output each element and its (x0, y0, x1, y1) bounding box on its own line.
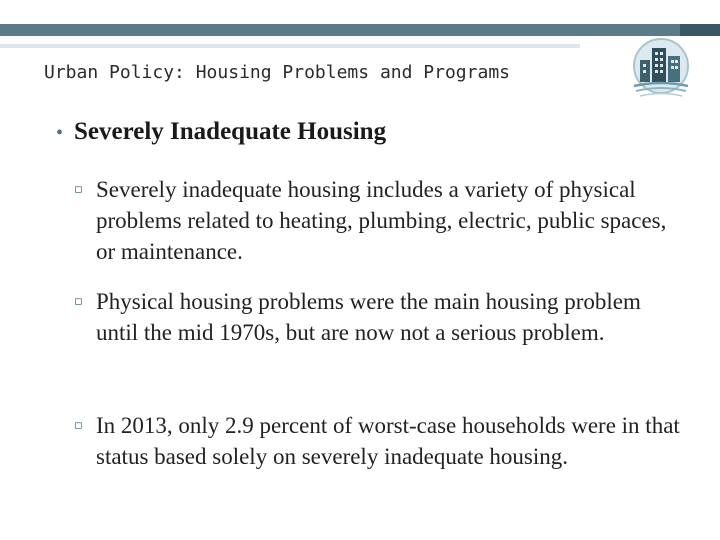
header-divider (0, 44, 580, 48)
sub-bullet-text: Physical housing problems were the main housing problem until the mid 1970s, but are now not a serious problem. (96, 289, 641, 345)
slide-header-title: Urban Policy: Housing Problems and Programs (44, 62, 510, 83)
sub-bullet-marker: ▫ (74, 182, 83, 197)
sub-bullet-marker: ▫ (74, 294, 83, 309)
sub-bullet (74, 286, 686, 348)
sub-bullet-text: In 2013, only 2.9 percent of worst-case households were in that status based solely on severely inadequate housing. (96, 413, 680, 469)
sub-bullet (74, 174, 686, 267)
building-logo-icon (626, 36, 696, 100)
main-bullet (56, 118, 676, 146)
sub-bullet-text: Severely inadequate housing includes a variety of physical problems related to heating, plumbing, electric, public spaces, or maintenance. (96, 177, 667, 264)
slide-heading: Severely Inadequate Housing (74, 118, 387, 145)
sub-bullet (74, 410, 686, 472)
top-bar (0, 0, 720, 24)
top-stripe-accent (680, 24, 720, 36)
sub-bullet-marker: ▫ (74, 418, 83, 433)
bullet-marker: • (56, 122, 64, 144)
top-stripe (0, 24, 720, 36)
